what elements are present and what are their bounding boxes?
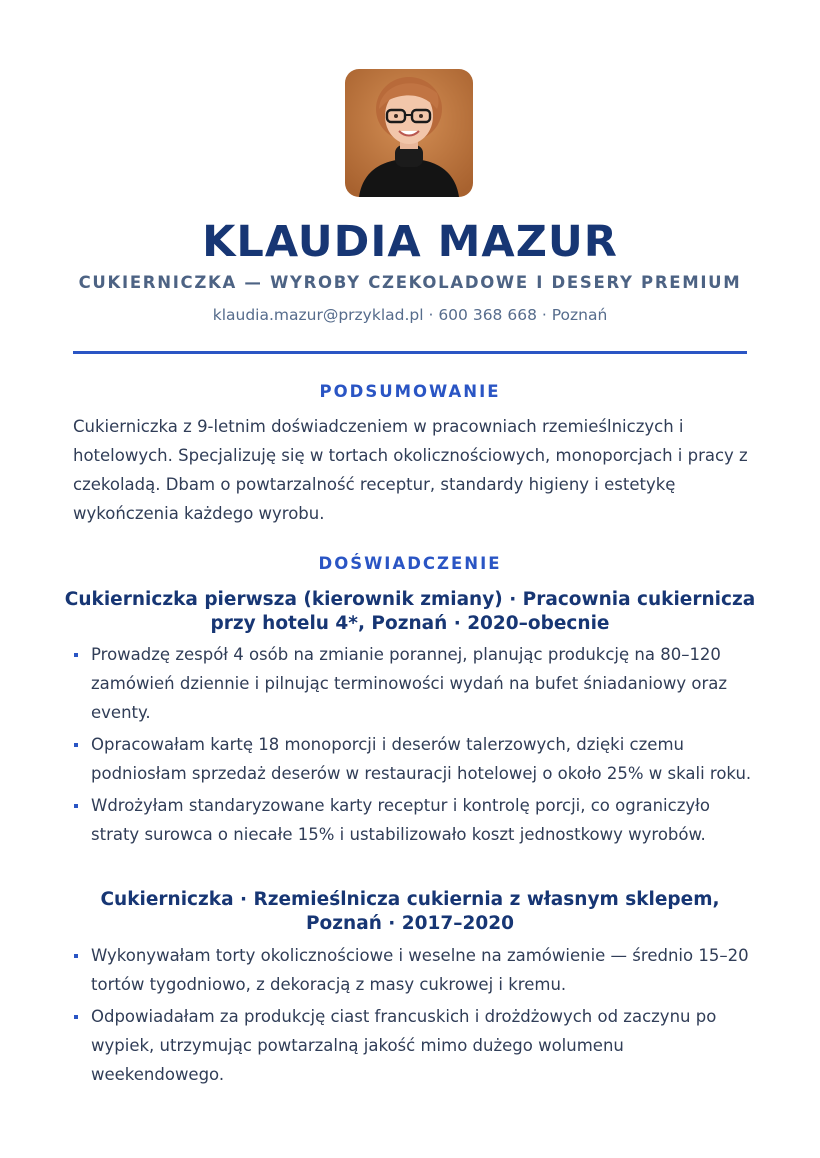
bullet-text: Opracowałam kartę 18 monoporcji i deserów talerzowych, dzięki czemu podniosłam sprzedaż deserów w restauracji hotelowej o około 25% w skali roku. <box>91 735 752 783</box>
bullet-item <box>73 941 753 999</box>
bullet-item <box>73 640 753 727</box>
bullet-item <box>73 730 753 788</box>
header-divider <box>73 351 747 354</box>
bullet-text: Odpowiadałam za produkcję ciast francuskich i drożdżowych od zaczynu po wypiek, utrzymując powtarzalną jakość mimo dużego wolumenu weekendowego. <box>91 1007 717 1084</box>
bullet-marker <box>74 804 78 808</box>
bullet-marker <box>74 1015 78 1019</box>
bullet-item <box>73 1002 753 1089</box>
bullet-text: Wdrożyłam standaryzowane karty receptur i kontrolę porcji, co ograniczyło straty surowca o niecałe 15% i ustabilizowało koszt jednostkowy wyrobów. <box>91 796 710 844</box>
candidate-name: KLAUDIA MAZUR <box>202 217 618 267</box>
bullet-marker <box>74 954 78 958</box>
job-bullets <box>73 640 753 852</box>
bullet-marker <box>74 653 78 657</box>
job-title: CUKIERNICZKA — WYROBY CZEKOLADOWE I DESERY PREMIUM <box>78 273 742 292</box>
bullet-item <box>73 791 753 849</box>
profile-photo-image <box>345 69 473 197</box>
bullet-marker <box>74 743 78 747</box>
job-header: Cukierniczka · Rzemieślnicza cukiernia z własnym sklepem, Poznań · 2017–2020 <box>100 889 720 934</box>
experience-heading: DOŚWIADCZENIE <box>318 554 502 573</box>
bullet-text: Prowadzę zespół 4 osób na zmianie porannej, planując produkcję na 80–120 zamówień dziennie i pilnując terminowości wydań na bufet śniadaniowy oraz eventy. <box>91 645 728 722</box>
job-bullets <box>73 941 753 1092</box>
contact-line: klaudia.mazur@przyklad.pl · 600 368 668 · Poznań <box>212 306 608 324</box>
profile-photo <box>345 69 473 197</box>
bullet-text: Wykonywałam torty okolicznościowe i weselne na zamówienie — średnio 15–20 tortów tygodniowo, z dekoracją z masy cukrowej i kremu. <box>91 946 749 994</box>
summary-heading: PODSUMOWANIE <box>319 382 501 401</box>
job-header: Cukierniczka pierwsza (kierownik zmiany) · Pracownia cukiernicza przy hotelu 4*, Poznań · 2020–obecnie <box>64 589 756 634</box>
summary-text: Cukierniczka z 9-letnim doświadczeniem w pracowniach rzemieślniczych i hotelowych. Specjalizuję się w tortach okolicznościowych, monoporcjach i pracy z czekoladą. Dbam o powtarzalność receptur, standardy higieny i estetykę wykończenia każdego wyrobu. <box>73 417 748 523</box>
